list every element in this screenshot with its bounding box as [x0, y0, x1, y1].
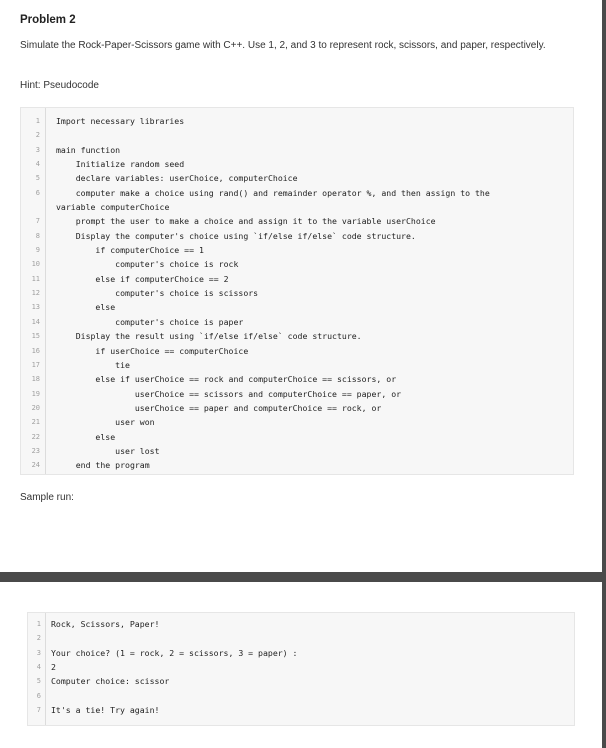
code-line — [21, 257, 573, 271]
line-number: 13 — [31, 303, 40, 312]
code-text: Computer choice: scissor — [51, 676, 170, 687]
code-text: computer's choice is rock — [56, 259, 239, 270]
code-line — [21, 415, 573, 429]
pseudocode-block — [20, 107, 574, 475]
code-line — [21, 243, 573, 257]
sample-run-label: Sample run: — [20, 492, 74, 503]
sample-run-section — [0, 582, 602, 748]
line-number: 5 — [35, 174, 40, 183]
code-line — [21, 272, 573, 286]
code-text: declare variables: userChoice, computerChoice — [56, 173, 298, 184]
line-number: 21 — [31, 418, 40, 427]
line-number: 3 — [35, 145, 40, 154]
code-text: user lost — [56, 445, 160, 456]
problem-title: Problem 2 — [20, 14, 76, 26]
problem-description: Simulate the Rock-Paper-Scissors game with C++. Use 1, 2, and 3 to represent rock, scissors, and paper, respectively. — [20, 40, 546, 51]
line-number: 1 — [36, 620, 41, 628]
code-line — [21, 200, 573, 214]
code-line — [21, 458, 573, 472]
code-line — [28, 617, 574, 631]
code-line — [21, 430, 573, 444]
code-line — [21, 114, 573, 128]
code-text: else — [56, 302, 116, 313]
line-number: 2 — [35, 131, 40, 140]
code-text: tie — [56, 359, 130, 370]
hint-text: Hint: Pseudocode — [20, 80, 99, 91]
code-line — [21, 444, 573, 458]
code-text: end the program — [56, 460, 150, 471]
line-number: 4 — [35, 160, 40, 169]
code-text: userChoice == scissors and computerChoice == paper, or — [56, 388, 402, 399]
code-text: else — [56, 431, 116, 442]
code-text: Display the result using `if/else if/else` code structure. — [56, 331, 362, 342]
code-line — [21, 128, 573, 142]
code-line — [21, 171, 573, 185]
code-line — [21, 143, 573, 157]
line-number: 23 — [31, 446, 40, 455]
line-number: 5 — [36, 677, 41, 686]
code-text: else if userChoice == rock and computerChoice == scissors, or — [56, 374, 397, 385]
line-number: 9 — [35, 246, 40, 255]
section-divider — [0, 572, 606, 582]
code-text: prompt the user to make a choice and assign it to the variable userChoice — [56, 216, 436, 227]
code-text: computer's choice is paper — [56, 316, 244, 327]
code-text: user won — [56, 417, 155, 428]
code-line — [21, 157, 573, 171]
line-number: 1 — [35, 117, 40, 125]
code-line — [21, 401, 573, 415]
code-line — [21, 300, 573, 314]
code-text: if computerChoice == 1 — [56, 245, 204, 256]
code-text: Display the computer's choice using `if/else if/else` code structure. — [56, 230, 416, 241]
code-line — [21, 372, 573, 386]
code-text: computer's choice is scissors — [56, 288, 259, 299]
code-line — [28, 631, 574, 645]
code-text: 2 — [51, 662, 56, 673]
line-number: 19 — [31, 389, 40, 398]
line-number: 4 — [36, 663, 41, 672]
code-text: main function — [56, 144, 121, 155]
code-text: userChoice == paper and computerChoice == rock, or — [56, 402, 382, 413]
code-line — [28, 660, 574, 674]
pseudocode-lines — [21, 114, 573, 473]
code-text: computer make a choice using rand() and remainder operator %, and then assign to the — [56, 187, 490, 198]
code-line — [21, 344, 573, 358]
line-number: 2 — [36, 634, 41, 643]
code-text: Your choice? (1 = rock, 2 = scissors, 3 = paper) : — [51, 647, 298, 658]
line-number: 18 — [31, 375, 40, 384]
line-number: 14 — [31, 317, 40, 326]
code-line — [28, 703, 574, 717]
line-number: 8 — [35, 231, 40, 240]
code-line — [28, 646, 574, 660]
line-number: 7 — [36, 706, 41, 715]
code-line — [21, 229, 573, 243]
code-text: Rock, Scissors, Paper! — [51, 619, 160, 629]
code-line — [21, 186, 573, 200]
line-number: 22 — [31, 432, 40, 441]
code-line — [28, 674, 574, 688]
window-edge — [602, 0, 606, 748]
code-line — [21, 358, 573, 372]
line-number: 7 — [35, 217, 40, 226]
code-line — [21, 315, 573, 329]
line-number: 6 — [35, 188, 40, 197]
code-line — [21, 286, 573, 300]
line-number: 3 — [36, 648, 41, 657]
line-number: 17 — [31, 360, 40, 369]
code-text: Import necessary libraries — [56, 116, 185, 126]
code-line — [21, 214, 573, 228]
line-number: 15 — [31, 332, 40, 341]
line-number: 24 — [31, 461, 40, 470]
code-line — [28, 689, 574, 703]
line-number: 20 — [31, 403, 40, 412]
code-line — [21, 387, 573, 401]
code-text: variable computerChoice — [56, 202, 170, 213]
sample-run-lines — [28, 617, 574, 717]
code-text: It's a tie! Try again! — [51, 705, 160, 716]
sample-run-block — [27, 612, 575, 726]
line-number: 10 — [31, 260, 40, 269]
code-text: Initialize random seed — [56, 159, 185, 170]
line-number: 16 — [31, 346, 40, 355]
code-text: else if computerChoice == 2 — [56, 273, 229, 284]
line-number: 11 — [31, 274, 40, 283]
line-number: 12 — [31, 289, 40, 298]
code-text: if userChoice == computerChoice — [56, 345, 249, 356]
code-line — [21, 329, 573, 343]
line-number: 6 — [36, 691, 41, 700]
